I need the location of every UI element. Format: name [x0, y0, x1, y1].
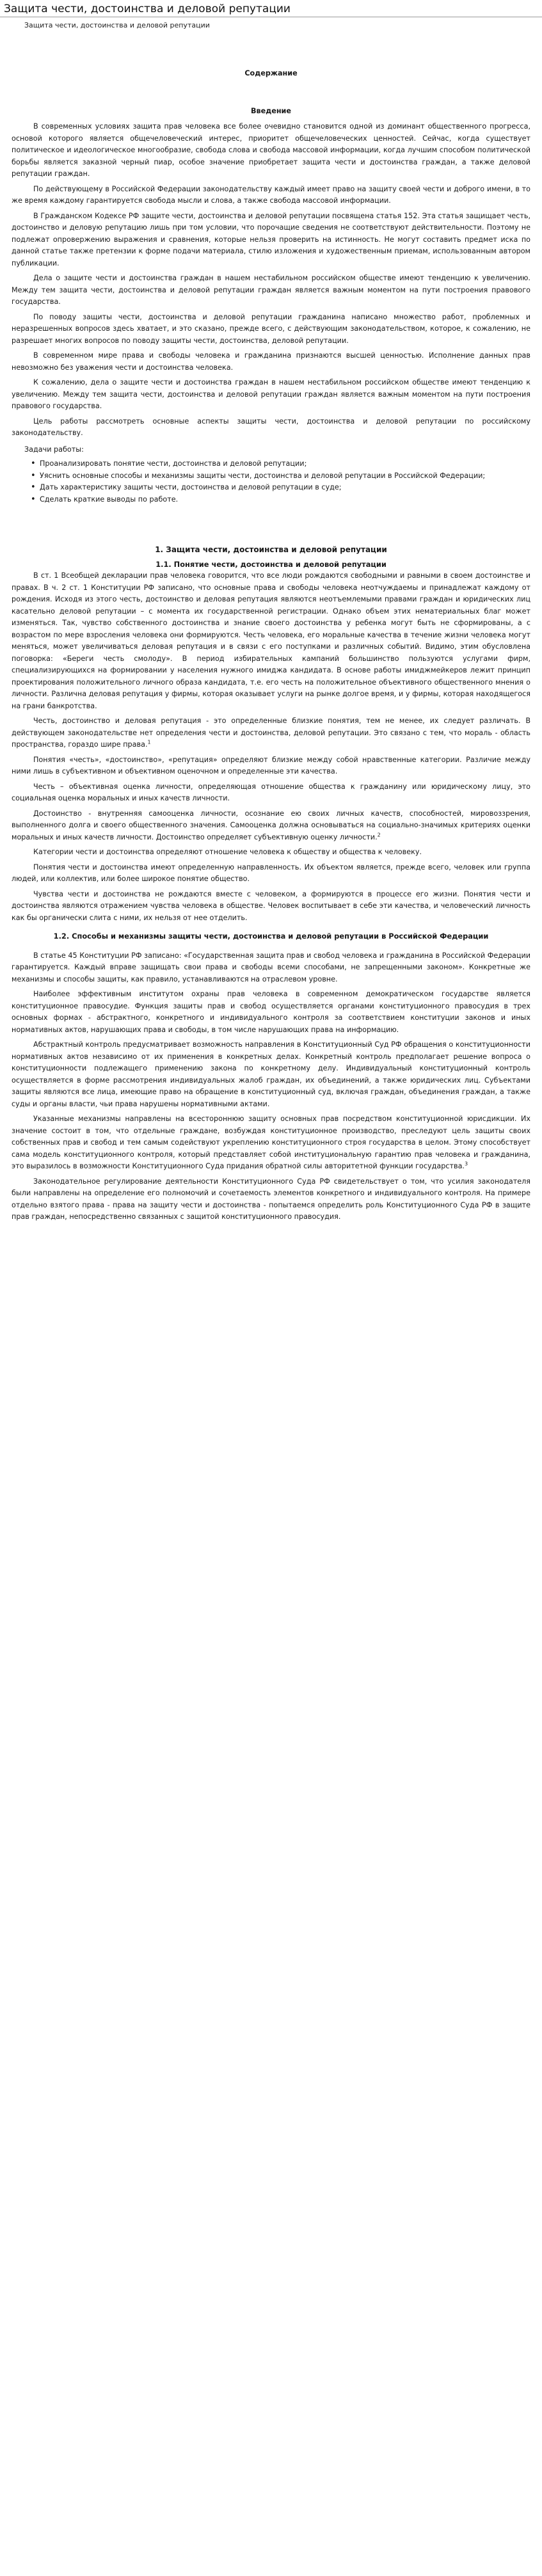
footnote-mark[interactable]: 2: [377, 831, 381, 838]
section-paragraph: [12, 950, 530, 986]
tasks-label: Задачи работы:: [24, 445, 84, 454]
list-item: • Дать характеристику защиты чести, достоинства и деловой репутации в суде;: [31, 482, 530, 494]
document-page: [0, 0, 542, 1223]
intro-paragraph: Дела о защите чести и достоинства граждан в нашем нестабильном российском обществе имеют тенденцию к увеличению. Между тем защита чести, достоинства и деловой репутации граждан является важным моментом на пути построения правового государства.: [12, 274, 530, 306]
intro-paragraph: В современных условиях защита прав человека все более очевидно становится одной из доминант общественного прогресса, основой которого является общечеловеческий интерес, приоритет общечеловеческих ценностей. Сейчас, когда существует политическое и идеологическое многообразие, свобода слова и свобода массовой информации, когда лучшим способом политической борьбы является заказной черный пиар, особое значение приобретает защита чести и достоинства граждан, а также деловой репутации граждан.: [12, 122, 530, 178]
document-title: Защита чести, достоинства и деловой репутации: [0, 0, 542, 17]
intro-paragraph: В Гражданском Кодексе РФ защите чести, достоинства и деловой репутации посвящена статья 152. Эта статья защищает честь, достоинство и деловую репутацию лишь при том условии, что порочащие сведения не соответствуют действительности. Поэтому не подлежат опровержению выражения и сравнения, которые нельзя проверить на истинность. Не могут составить предмет иска по данной статье также претензии к форме подачи материала, стилю изложения и художественным приемам, использованным автором публикации.: [12, 211, 530, 267]
intro-paragraph: К сожалению, дела о защите чести и достоинства граждан в нашем нестабильном российском обществе имеют тенденцию к увеличению. Между тем защита чести, достоинства и деловой репутации граждан является важным моментом на пути построения правового государства.: [12, 378, 530, 410]
section-paragraph: [12, 781, 530, 805]
section-paragraph: [12, 989, 530, 1036]
paragraph-text: Абстрактный контроль предусматривает возможность направления в Конституционный Суд РФ обращения о конституционности нормативных актов независимо от их применения в конкретных делах. Конкретный контроль предполагает решение вопроса о конституционности подлежащего применению закона по конкретному делу. Индивидуальный конституционный контроль осуществляется в форме рассмотрения индивидуальных жалоб граждан, их объединений, а также юридических лиц. Субъектами защиты являются все лица, имеющие право на обращение в конституционный суд, включая граждан, объединения граждан, а также суды и органы власти, чьи права нарушены нормативными актами.: [12, 1040, 530, 1108]
heading-section-1-2: 1.2. Способы и механизмы защиты чести, достоинства и деловой репутации в Российской Федерации: [53, 932, 489, 941]
list-item: • Уяснить основные способы и механизмы защиты чести, достоинства и деловой репутации в Российской Федерации;: [31, 470, 530, 482]
section-paragraph: [12, 847, 530, 859]
section-paragraph: [12, 1113, 530, 1173]
section-paragraph: [12, 1176, 530, 1223]
heading-section-1: 1. Защита чести, достоинства и деловой репутации: [155, 545, 387, 554]
list-item: • Сделать краткие выводы по работе.: [31, 494, 530, 506]
paragraph-text: Понятия «честь», «достоинство», «репутация» определяют близкие между собой нравственные категории. Различие между ними лишь в субъективном и объективном оценочном и определенные эти качества.: [12, 755, 530, 775]
section-paragraph: [12, 808, 530, 844]
heading-intro: Введение: [251, 106, 291, 115]
document-body: [0, 68, 542, 1223]
paragraph-text: Чувства чести и достоинства не рождаются вместе с человеком, а формируются в процессе его жизни. Понятия чести и достоинства являются отражением чувства человека в обществе. Человек воспитывает в себе эти качества, и человеческий личность как бы органически слита с ними, их нельзя от нее отделить.: [12, 889, 530, 922]
paragraph-text: Честь, достоинство и деловая репутация - это определенные близкие понятия, тем не менее, их следует различать. В действующем законодательстве нет определения чести и достоинства, деловой репутации. Это связано с тем, что мораль - область пространства, гораздо шире права.: [12, 717, 530, 749]
section-paragraph: [12, 570, 530, 712]
heading-section-1-1: 1.1. Понятие чести, достоинства и деловой репутации: [155, 559, 387, 569]
intro-paragraph: По поводу защиты чести, достоинства и деловой репутации гражданина написано множество работ, проблемных и неразрешенных вопросов здесь хватает, и это сказано, прежде всего, с действующим законодательством, которое, к сожалению, не разрешает многих вопросов по поводу защиты чести, достоинства, деловой репутации.: [12, 312, 530, 345]
paragraph-text: Честь – объективная оценка личности, определяющая отношение общества к гражданину или юридическому лицу, это социальная оценка моральных и иных качеств личности.: [12, 782, 530, 802]
tasks-list: [12, 458, 530, 505]
paragraph-text: Категории чести и достоинства определяют отношение человека к обществу и общества к человеку.: [33, 848, 422, 856]
paragraph-text: Указанные механизмы направлены на всестороннюю защиту основных прав посредством конституционной юрисдикции. Их значение состоит в том, что отдельные граждане, возбуждая конституционное производство, преследуют цель защиты своих собственных прав и свобод и тем самым содействуют укреплению конституционного строя государства в целом. Этому способствует сама модель конституционного контроля, который представляет собой институциональную гарантию прав человека и гражданина, это выразилось в возможности Конституционного Суда придания обратной силы авторитетной функции государства.: [12, 1115, 530, 1170]
section-paragraph: [12, 862, 530, 886]
section-paragraph: [12, 715, 530, 751]
intro-paragraph: В современном мире права и свободы человека и гражданина признаются высшей ценностью. Исполнение данных прав невозможно без уважения чести и достоинства человека.: [12, 351, 530, 372]
intro-paragraph: По действующему в Российской Федерации законодательству каждый имеет право на защиту своей чести и доброго имени, в то же время каждому гарантируется свобода мысли и слова, а также свобода массовой информации.: [12, 184, 530, 205]
intro-paragraph: Цель работы рассмотреть основные аспекты защиты чести, достоинства и деловой репутации по российскому законодательству.: [12, 417, 530, 437]
paragraph-text: Достоинство - внутренняя самооценка личности, осознание ею своих личных качеств, способностей, мировоззрения, выполненного долга и своего общественного значения. Самооценка должна основываться на социально-значимых критериях оценки моральных и иных качеств личности. Достоинство определяет субъективную оценку личности.: [12, 809, 530, 841]
footnote-mark[interactable]: 1: [147, 739, 151, 745]
section-paragraph: [12, 754, 530, 778]
paragraph-text: Наиболее эффективным институтом охраны прав человека в современном демократическом государстве является конституционное правосудие. Функция защиты прав и свобод осуществляется органами конституционного правосудия в трех основных формах - абстрактного, конкретного и индивидуального контроля за соответствием конституции законов и иных нормативных актов, нарушающих права и свободы, в том числе нарушающих права на информацию.: [12, 990, 530, 1034]
paragraph-text: Законодательное регулирование деятельности Конституционного Суда РФ свидетельствует о том, что усилия законодателя были направлены на определение его полномочий и сочетаемость элементов конкретного и индивидуального контроля. На примере отдельно взятого права - права на защиту чести и достоинства - попытаемся определить роль Конституционного Суда РФ в защите прав граждан, непосредственно связанных с защитой конституционного правосудия.: [12, 1177, 530, 1221]
document-subtitle: Защита чести, достоинства и деловой репутации: [24, 21, 210, 29]
footnote-mark[interactable]: 3: [464, 1161, 468, 1167]
list-item: • Проанализировать понятие чести, достоинства и деловой репутации;: [31, 458, 530, 470]
section-paragraph: [12, 1039, 530, 1110]
paragraph-text: В статье 45 Конституции РФ записано: «Государственная защита прав и свобод человека и гражданина в Российской Федерации гарантируется. Каждый вправе защищать свои права и свободы всеми способами, не запрещенными законом». Конкретные же механизмы и способы защиты, как правило, устанавливаются на отраслевом уровне.: [12, 951, 530, 983]
paragraph-text: В ст. 1 Всеобщей декларации прав человека говорится, что все люди рождаются свободными и равными в своем достоинстве и правах. В ч. 2 ст. 1 Конституции РФ записано, что основные права и свободы человека неотчуждаемы и принадлежат каждому от рождения. Исходя из этого честь, достоинство и деловая репутация являются неотъемлемыми правами граждан и юридических лиц касательно деловой репутации – с момента их государственной регистрации. Однако объем этих нематериальных благ может изменяться. Так, чувство собственного достоинства и знание своего достоинства у ребенка могут быть не сформированы, а с возрастом по мере взросления человека они формируются. Честь человека, его моральные качества в течение жизни человека могут меняться, может увеличиваться деловая репутация и в связи с его поступками и различных событий. Видимо, этим обусловлена поговорка: «Береги честь смолоду». В период избирательных кампаний большинство пользуются услугами фирм, специализирующихся на формировании у населения нужного имиджа кандидата. В основе работы имиджмейкеров лежит принцип проектирования положительного личного образа кандидата, т.е. его честь на положительное объективного общественного мнения о личности. Различна деловая репутация у фирмы, которая оказывает услуги на рынке долгое время, и у фирмы, которая находящегося на грани банкротства.: [12, 571, 530, 710]
heading-contents: Содержание: [244, 69, 298, 77]
paragraph-text: Понятия чести и достоинства имеют определенную направленность. Их объектом является, прежде всего, человек или группа людей, или коллектив, или более широкое понятие общество.: [12, 863, 530, 883]
section-paragraph: [12, 889, 530, 925]
